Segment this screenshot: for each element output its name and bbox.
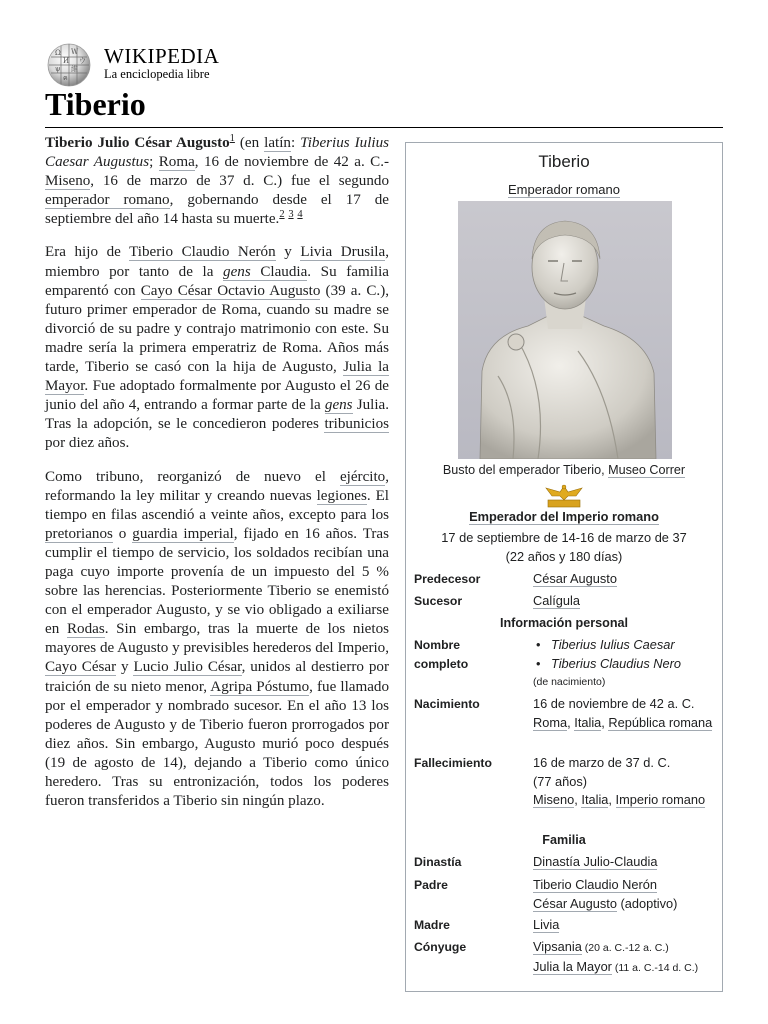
- link-dinastia-julio-claudia[interactable]: Dinastía Julio-Claudia: [533, 854, 658, 869]
- value-sucesor: [533, 592, 719, 611]
- label-padre: Padre: [414, 878, 448, 892]
- paragraph-career: Como tribuno, reorganizó de nuevo el ejército, reformando la ley militar y creando nuevas legiones. El tiempo en filas ascendió a veinte años, excepto para los pretorianos o guardia imperial, fijado en 16 años. Tras cumplir el tiempo de servicio, los soldados recibían una paga cuyo importe provenía de un impuesto del 5 % sobre las herencias. Posteriormente Tiberio se enemistó con el emperador Augusto, y se vio obligado a exiliarse en Rodas. Sin embargo, tras la muerte de los nietos mayores de Augusto y previsibles herederos del Imperio, Cayo César y Lucio Julio César, unidos al destierro por traición de su nieto menor, Agripa Póstumo, fue llamado por el emperador y nombrado sucesor. En el año 13 los poderes de Augusto y de Tiberio fueron prorrogados por diez años. Sin embargo, Augusto murió poco después (19 de agosto de 14), dejando a Tiberio como único heredero. Tras su entronización, todos los poderes fueron transferidos a Tiberio sin ningún plazo.: [45, 468, 390, 810]
- value-padre: Tiberio Claudio Nerón César Augusto (adoptivo): [533, 877, 678, 911]
- link-livia[interactable]: Livia: [533, 917, 560, 932]
- reference-2: 2: [279, 209, 285, 221]
- reference-3: 3: [288, 209, 294, 221]
- label-nombre-completo: Nombre completo: [414, 638, 469, 671]
- link-nac-roma[interactable]: Roma: [533, 714, 568, 730]
- infobox-title: Tiberio: [538, 152, 590, 171]
- svg-text:И: И: [63, 57, 70, 65]
- label-conyuge: Cónyuge: [414, 940, 467, 954]
- link-miseno[interactable]: Miseno: [45, 173, 91, 190]
- link-tribunicios[interactable]: tribunicios: [324, 416, 389, 433]
- svg-text:ψ: ψ: [55, 65, 61, 73]
- svg-text:ค: ค: [63, 74, 68, 82]
- link-gens-claudia[interactable]: gens Claudia: [223, 263, 308, 280]
- value-fallecimiento: 16 de marzo de 37 d. C. (77 años) Miseno, Italia, Imperio romano: [533, 755, 706, 808]
- link-padre-tiberio-claudio-neron[interactable]: Tiberio Claudio Nerón: [533, 877, 658, 892]
- paragraph-family: Era hijo de Tiberio Claudio Nerón y Livia Drusila, miembro por tanto de la gens Claudia. Su familia emparentó con Cayo César Octavio Augusto (39 a. C.), futuro primer emperador de Roma, cuando su madre se divorció de su padre y contrajo matrimonio con este. Su madre sería la primera emperatriz de Roma. Años más tarde, Tiberio se casó con la hija de Augusto, Julia la Mayor. Fue adoptado formalmente por Augusto el 26 de junio del año 4, entrando a formar parte de la gens Julia. Tras la adopción, se le concedieron poderes tribunicios por diez años.: [45, 244, 390, 452]
- label-madre: Madre: [414, 918, 450, 932]
- reference-1: 1: [229, 132, 235, 144]
- link-republica-romana[interactable]: República romana: [608, 714, 713, 730]
- link-emperador-romano-infobox[interactable]: Emperador romano: [508, 182, 620, 197]
- link-guardia-imperial[interactable]: guardia imperial: [132, 525, 234, 542]
- link-cayo-cesar[interactable]: Cayo César: [45, 659, 117, 676]
- link-vipsania[interactable]: Vipsania: [533, 939, 582, 954]
- title-divider: [45, 127, 723, 128]
- link-tiberio-claudio-neron[interactable]: Tiberio Claudio Nerón: [129, 244, 276, 261]
- value-nacimiento: 16 de noviembre de 42 a. C. Roma, Italia, República romana: [533, 696, 713, 730]
- label-dinastia: Dinastía: [414, 855, 462, 869]
- infobox-office: [406, 508, 722, 526]
- bust-of-tiberius-image[interactable]: [458, 201, 672, 459]
- infobox-subtitle: [406, 181, 722, 199]
- link-livia-drusila[interactable]: Livia Drusila: [300, 244, 386, 261]
- link-fal-miseno[interactable]: Miseno: [533, 792, 575, 808]
- link-nac-italia[interactable]: Italia: [574, 714, 602, 730]
- link-rodas[interactable]: Rodas: [66, 621, 105, 638]
- link-emperador-imperio-romano[interactable]: Emperador del Imperio romano: [469, 509, 659, 524]
- paragraph-intro: Tiberio Julio César Augusto$^1$ (en latín: Tiberius Iulius Caesar Augustus; Roma, 16 de noviembre de 42 a. C.-Miseno, 16 de marzo de 37 d. C.) fue el segundo emperador romano, gobernando desde el 17 de septiembre del año 14 hasta su muerte.$^2$ $^3$ $^4$: [45, 132, 390, 228]
- svg-text:Ω: Ω: [55, 49, 61, 57]
- link-caligula[interactable]: Calígula: [533, 593, 580, 608]
- link-lucio-julio-cesar[interactable]: Lucio Julio César: [133, 659, 242, 676]
- link-agripa-postumo[interactable]: Agripa Póstumo: [210, 678, 310, 695]
- link-imperio-romano[interactable]: Imperio romano: [615, 792, 706, 808]
- wikipedia-globe-icon[interactable]: [45, 43, 95, 87]
- infobox-term: 17 de septiembre de 14-16 de marzo de 37: [441, 530, 687, 545]
- reference-4: 4: [297, 209, 303, 221]
- section-header-personal: Información personal: [499, 616, 629, 630]
- infobox-term-duration: (22 años y 180 días): [505, 549, 623, 564]
- article-subject: Tiberio Julio César Augusto: [45, 135, 230, 151]
- infobox: [405, 142, 723, 992]
- label-fallecimiento: Fallecimiento: [414, 756, 492, 770]
- link-museo-correr[interactable]: Museo Correr: [608, 463, 686, 477]
- link-roma[interactable]: Roma: [158, 154, 195, 171]
- link-conyuge-julia-la-mayor[interactable]: Julia la Mayor: [533, 958, 612, 974]
- link-cesar-augusto[interactable]: César Augusto: [533, 571, 617, 586]
- page-title: Tiberio: [45, 86, 146, 122]
- article-body: [45, 134, 389, 825]
- link-pretorianos[interactable]: pretorianos: [45, 525, 113, 542]
- wikipedia-tagline: La enciclopedia libre: [104, 67, 210, 81]
- link-julia-la-mayor[interactable]: Julia la Mayor: [45, 359, 389, 395]
- link-latin[interactable]: latín: [264, 135, 291, 151]
- value-predecesor: [533, 570, 719, 589]
- latin-name: Tiberius Iulius Caesar Augustus: [45, 135, 390, 171]
- value-dinastia: [533, 853, 719, 872]
- svg-text:維: 維: [71, 65, 78, 73]
- link-emperador-romano[interactable]: emperador romano: [45, 192, 170, 209]
- link-fal-italia[interactable]: Italia: [581, 792, 609, 808]
- label-sucesor: Sucesor: [414, 594, 463, 608]
- value-nombre-completo: • Tiberius Iulius Caesar • Tiberius Claudius Nero (de nacimiento): [533, 636, 719, 692]
- label-predecesor: Predecesor: [414, 572, 481, 586]
- link-padre-cesar-augusto[interactable]: César Augusto: [533, 895, 617, 911]
- image-caption: Busto del emperador Tiberio, Museo Correr: [442, 463, 686, 477]
- link-legiones[interactable]: legiones: [316, 487, 367, 504]
- svg-text:W: W: [71, 48, 79, 56]
- value-madre: [533, 916, 719, 935]
- link-gens[interactable]: gens: [324, 397, 353, 414]
- roman-eagle-icon: [540, 482, 588, 510]
- value-conyuge: Vipsania (20 a. C.-12 a. C.) Julia la Mayor (11 a. C.-14 d. C.): [533, 939, 699, 974]
- svg-text:ウ: ウ: [79, 57, 86, 65]
- section-header-familia: Familia: [542, 833, 586, 847]
- label-nacimiento: Nacimiento: [414, 697, 480, 711]
- link-ejercito[interactable]: ejército: [339, 468, 386, 485]
- link-octavio-augusto[interactable]: Cayo César Octavio Augusto: [140, 282, 321, 299]
- wikipedia-wordmark[interactable]: WIKIPEDIA: [104, 44, 220, 68]
